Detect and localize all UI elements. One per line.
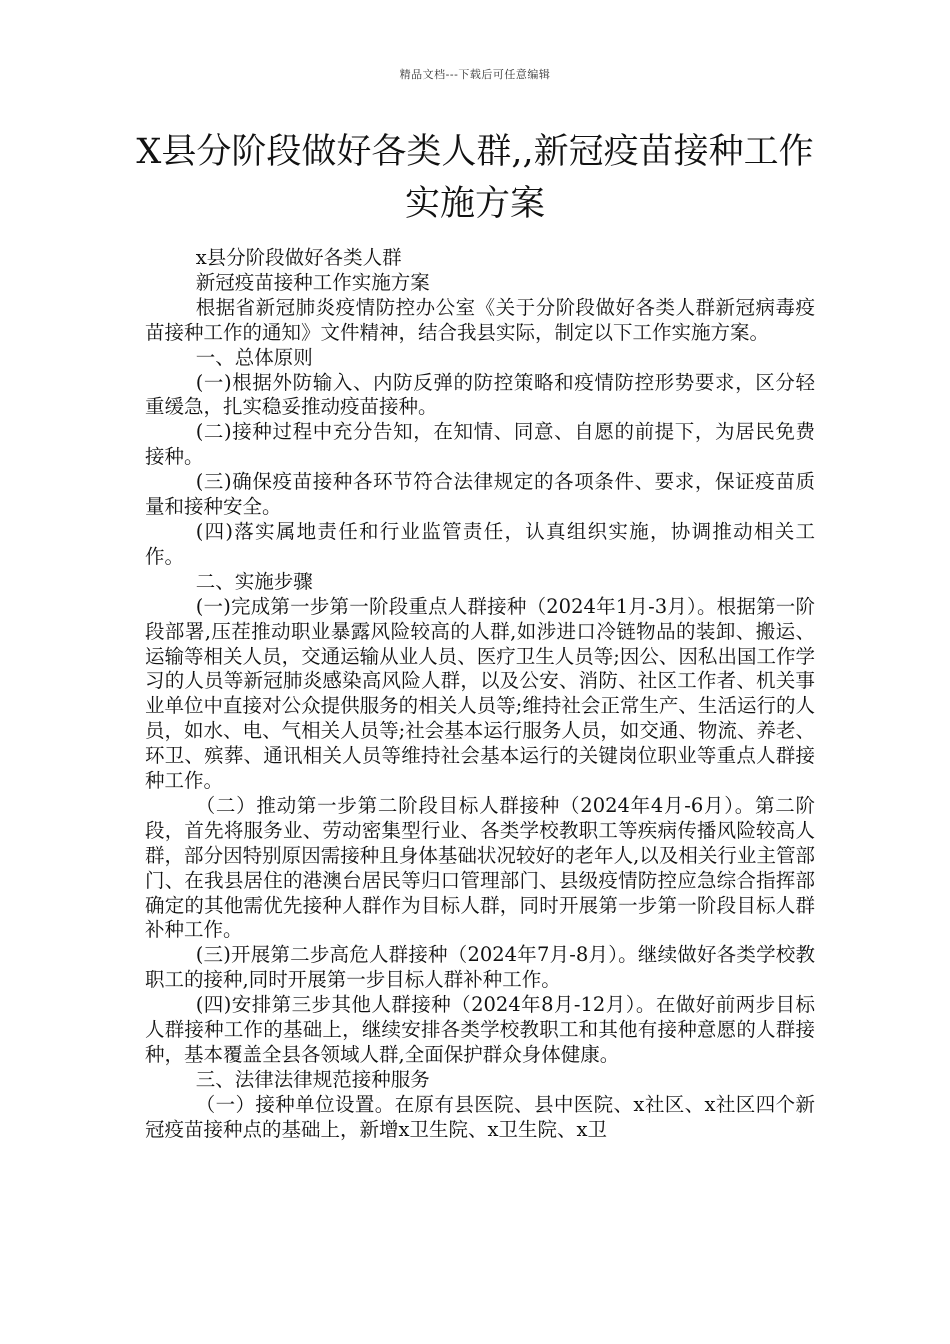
- paragraph: （二）推动第一步第二阶段目标人群接种（2024年4月-6月）。第二阶段，首先将服务业、劳动密集型行业、各类学校教职工等疾病传播风险较高人群，部分因特别原因需接种且身体基础状况较好的老年人,以及相关行业主管部门、在我县居住的港澳台居民等归口管理部门、县级疫情防控应急综合指挥部确定的其他需优先接种人群作为目标人群，同时开展第一步第一阶段目标人群补种工作。: [145, 793, 815, 942]
- paragraph: x县分阶段做好各类人群: [195, 246, 402, 269]
- paragraph: 根据省新冠肺炎疫情防控办公室《关于分阶段做好各类人群新冠病毒疫苗接种工作的通知》文件精神，结合我县实际，制定以下工作实施方案。: [145, 295, 815, 344]
- section-heading: 二、实施步骤: [195, 569, 313, 593]
- paragraph: （一）接种单位设置。在原有县医院、县中医院、x社区、x社区四个新冠疫苗接种点的基础上，新增x卫生院、x卫生院、x卫: [145, 1092, 815, 1141]
- paragraph: (一)根据外防输入、内防反弹的防控策略和疫情防控形势要求，区分轻重缓急，扎实稳妥推动疫苗接种。: [145, 370, 815, 419]
- section-heading: 三、法律法律规范接种服务: [195, 1067, 430, 1091]
- paragraph: (三)确保疫苗接种各环节符合法律规定的各项条件、要求，保证疫苗质量和接种安全。: [145, 470, 815, 519]
- paragraph: (二)接种过程中充分告知，在知情、同意、自愿的前提下，为居民免费接种。: [145, 420, 815, 469]
- paragraph: (四)安排第三步其他人群接种（2024年8月-12月）。在做好前两步目标人群接种工作的基础上，继续安排各类学校教职工和其他有接种意愿的人群接种，基本覆盖全县各领域人群,全面保护群众身体健康。: [145, 993, 815, 1066]
- document-title: X县分阶段做好各类人群,,新冠疫苗接种工作实施方案: [136, 132, 814, 224]
- page-header-note: 精品文档---下载后可任意编辑: [399, 68, 551, 81]
- paragraph: (四)落实属地责任和行业监管责任，认真组织实施，协调推动相关工作。: [145, 519, 815, 568]
- paragraph: (一)完成第一步第一阶段重点人群接种（2024年1月-3月）。根据第一阶段部署,压茬推动职业暴露风险较高的人群,如涉进口冷链物品的装卸、搬运、运输等相关人员，交通运输从业人员、医疗卫生人员等;因公、因私出国工作学习的人员等新冠肺炎感染高风险人群，以及公安、消防、社区工作者、机关事业单位中直接对公众提供服务的相关人员等;维持社会正常生产、生活运行的人员，如水、电、气相关人员等;社会基本运行服务人员，如交通、物流、养老、环卫、殡葬、通讯相关人员等维持社会基本运行的关键岗位职业等重点人群接种工作。: [145, 594, 815, 793]
- paragraph: 新冠疫苗接种工作实施方案: [195, 270, 430, 294]
- paragraph: (三)开展第二步高危人群接种（2024年7月-8月）。继续做好各类学校教职工的接种,同时开展第一步目标人群补种工作。: [145, 943, 815, 992]
- document-body: [145, 246, 815, 1143]
- section-heading: 一、总体原则: [195, 345, 313, 369]
